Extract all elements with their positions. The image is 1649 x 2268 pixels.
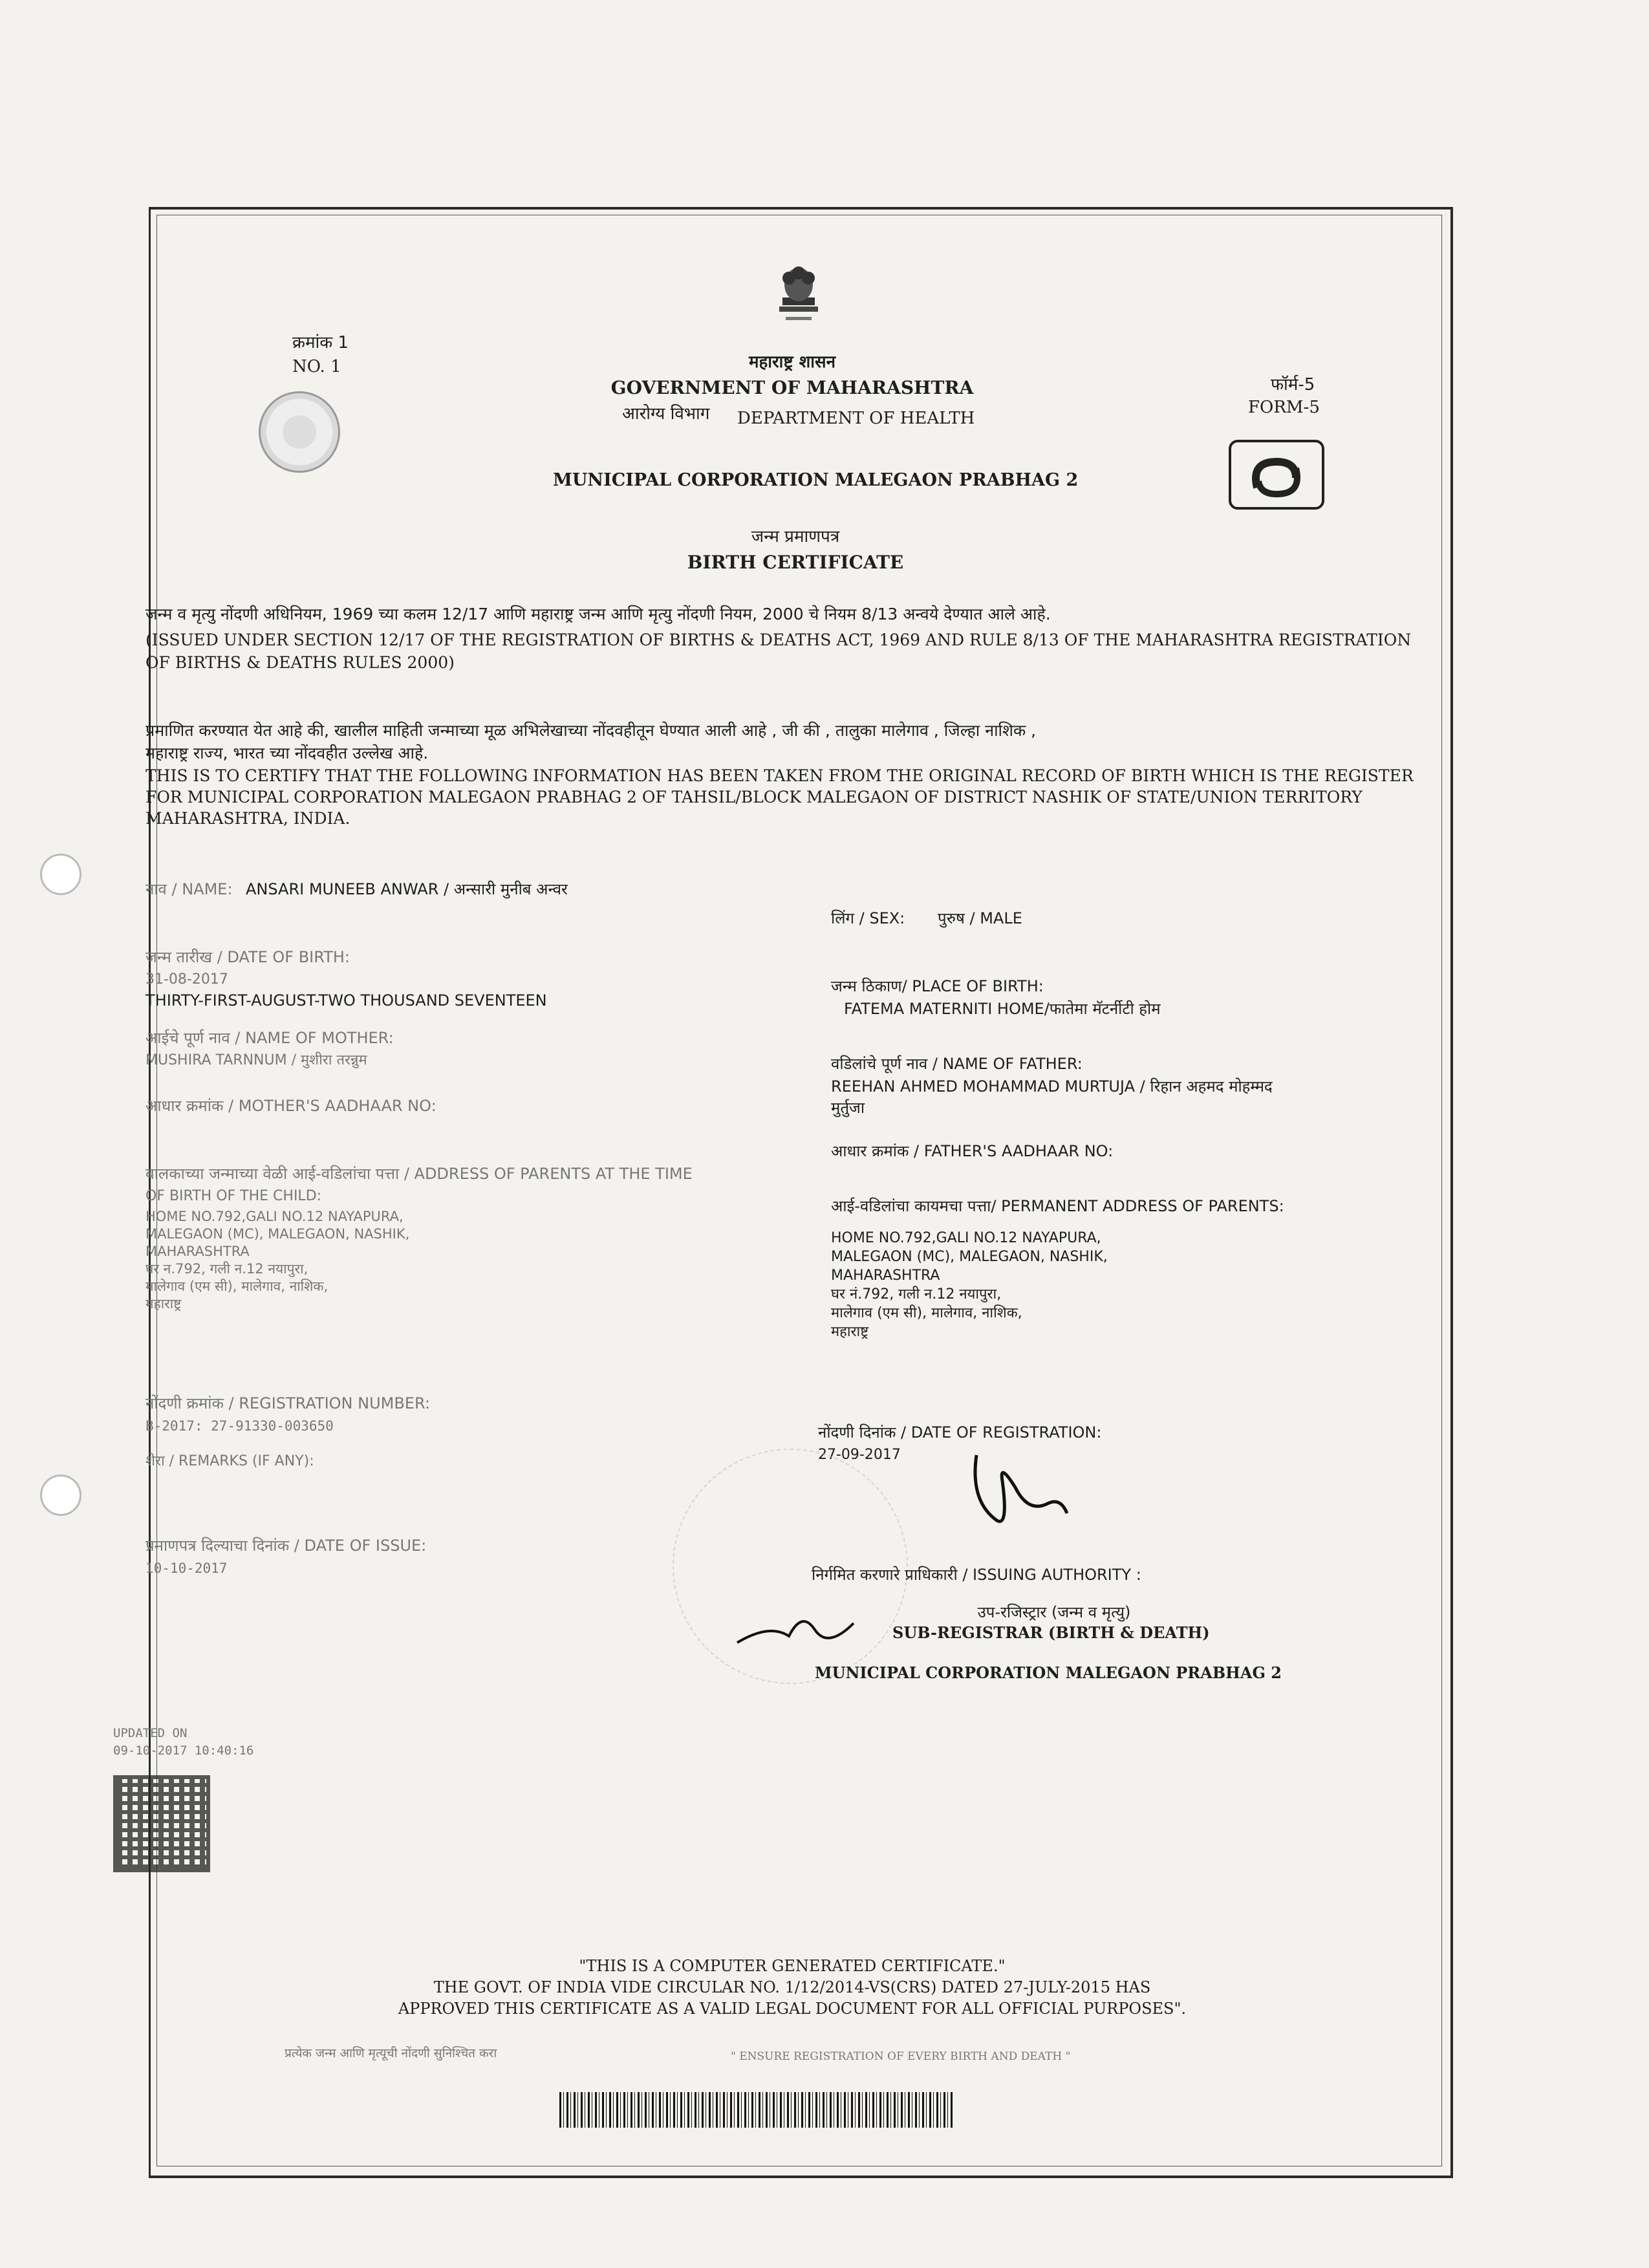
issue-date-label: प्रमाणपत्र दिल्याचा दिनांक / DATE OF ISSUE: [146,1537,427,1555]
address-line: घर नं.792, गली न.12 नयापुरा, [831,1286,1002,1302]
barcode-icon [559,2092,954,2128]
remarks-label: शेरा / REMARKS (IF ANY): [146,1453,314,1469]
updated-on-label: UPDATED ON [113,1726,188,1740]
address-line: HOME NO.792,GALI NO.12 NAYAPURA, [146,1209,404,1224]
issued-under-line2: OF BIRTHS & DEATHS RULES 2000) [146,653,455,672]
permanent-address [831,1229,1108,1341]
initials-signature-icon [731,1597,860,1669]
registrar-signature-icon [957,1442,1073,1539]
updated-on: 09-10-2017 10:40:16 [113,1744,254,1758]
mother-aadhaar-label: आधार क्रमांक / MOTHER'S AADHAAR NO: [146,1097,436,1115]
father-name-cont: मुर्तुजा [831,1099,865,1117]
address-line: मालेगाव (एम सी), मालेगाव, नाशिक, [831,1305,1022,1321]
footer-line1: "THIS IS A COMPUTER GENERATED CERTIFICATE." [579,1957,1006,1975]
mother-name-label: आईचे पूर्ण नाव / NAME OF MOTHER: [146,1029,394,1047]
state-seal-icon [259,391,340,473]
health-dept-logo-icon [1229,440,1324,510]
name-label: नाव / NAME: [146,880,233,898]
address-at-birth-label2: OF BIRTH OF THE CHILD: [146,1188,322,1204]
permanent-address-label: आई-वडिलांचा कायमचा पत्ता/ PERMANENT ADDRESS OF PARENTS: [831,1197,1284,1215]
address-line: महाराष्ट्र [146,1296,182,1312]
registration-number-label: नोंदणी क्रमांक / REGISTRATION NUMBER: [146,1394,431,1412]
mother-name: MUSHIRA TARNNUM / मुशीरा तरन्नुम [146,1052,367,1068]
slogan-mr: प्रत्येक जन्म आणि मृत्यूची नोंदणी सुनिश्चित करा [285,2046,497,2060]
qr-code-icon [113,1775,210,1872]
form-no-mr: फॉर्म-5 [1271,375,1315,394]
registration-number: B-2017: 27-91330-003650 [146,1418,334,1434]
issue-date: 10-10-2017 [146,1561,228,1576]
address-line: MAHARASHTRA [831,1268,940,1284]
registration-date-label: नोंदणी दिनांक / DATE OF REGISTRATION: [818,1423,1102,1442]
address-line: MALEGAON (MC), MALEGAON, NASHIK, [146,1226,410,1242]
certify-mr-line1: प्रमाणित करण्यात येत आहे की, खालील माहिती जन्माच्या मूळ अभिलेखाच्या नोंदवहीतून घेण्यात आली आहे , जी की , तालुका मालेगाव , जिल्हा नाशिक , [146,721,1037,740]
punch-hole-top [40,854,81,895]
father-name-label: वडिलांचे पूर्ण नाव / NAME OF FATHER: [831,1055,1083,1073]
address-line: महाराष्ट्र [831,1324,869,1340]
govt-title-mr: महाराष्ट्र शासन [748,352,836,372]
address-line: HOME NO.792,GALI NO.12 NAYAPURA, [831,1230,1101,1246]
national-emblem-icon [770,259,828,330]
sex-value: पुरुष / MALE [938,909,1022,927]
father-aadhaar-label: आधार क्रमांक / FATHER'S AADHAAR NO: [831,1142,1114,1160]
child-name: ANSARI MUNEEB ANWAR / अन्सारी मुनीब अन्वर [246,880,568,898]
certify-en-line3: MAHARASHTRA, INDIA. [146,809,350,828]
authority-corporation: MUNICIPAL CORPORATION MALEGAON PRABHAG 2 [815,1663,1282,1682]
authority-title-mr: उप-रजिस्ट्रार (जन्म व मृत्यु) [977,1603,1131,1621]
issued-under-line1: (ISSUED UNDER SECTION 12/17 OF THE REGISTRATION OF BIRTHS & DEATHS ACT, 1969 AND RULE 8/13 OF THE MAHARASHTRA REGISTRATION [146,631,1412,649]
dob-value: 31-08-2017 [146,971,228,988]
punch-hole-bottom [40,1474,81,1516]
footer-line2: THE GOVT. OF INDIA VIDE CIRCULAR NO. 1/12/2014-VS(CRS) DATED 27-JULY-2015 HAS [433,1978,1151,1996]
sex-label: लिंग / SEX: [831,909,905,927]
dob-words: THIRTY-FIRST-AUGUST-TWO THOUSAND SEVENTEEN [146,991,547,1010]
footer-line3: APPROVED THIS CERTIFICATE AS A VALID LEGAL DOCUMENT FOR ALL OFFICIAL PURPOSES". [398,2000,1187,2018]
slogan: " ENSURE REGISTRATION OF EVERY BIRTH AND DEATH " [731,2050,1071,2063]
dept-title: DEPARTMENT OF HEALTH [737,409,975,428]
govt-title: GOVERNMENT OF MAHARASHTRA [610,377,974,398]
dob-label: जन्म तारीख / DATE OF BIRTH: [146,948,350,966]
certify-mr-line2: महाराष्ट्र राज्य, भारत च्या नोंदवहीत उल्लेख आहे. [146,744,429,762]
issued-under-mr: जन्म व मृत्यु नोंदणी अधिनियम, 1969 च्या कलम 12/17 आणि महाराष्ट्र जन्म आणि मृत्यु नोंदणी नियम, 2000 चे नियम 8/13 अन्वये देण्यात आले आहे. [146,605,1051,623]
address-line: मालेगाव (एम सी), मालेगाव, नाशिक, [146,1279,329,1294]
corporation-name: MUNICIPAL CORPORATION MALEGAON PRABHAG 2 [553,470,1079,490]
address-at-birth-label: बालकाच्या जन्माच्या वेळी आई-वडिलांचा पत्ता / ADDRESS OF PARENTS AT THE TIME [146,1165,693,1183]
cert-title-mr: जन्म प्रमाणपत्र [751,527,840,546]
address-line: MAHARASHTRA [146,1244,250,1259]
issuing-authority-label: निर्गमित करणारे प्राधिकारी / ISSUING AUTHORITY : [812,1566,1141,1584]
registration-date: 27-09-2017 [818,1447,901,1463]
cert-title: BIRTH CERTIFICATE [687,552,904,573]
authority-title: SUB-REGISTRAR (BIRTH & DEATH) [892,1623,1210,1642]
dept-mr: आरोग्य विभाग [622,404,710,424]
serial-no-mr: क्रमांक 1 [292,333,349,352]
father-name: REEHAN AHMED MOHAMMAD MURTUJA / रिहान अहमद मोहम्मद [831,1077,1273,1096]
address-line: घर न.792, गली न.12 नयापुरा, [146,1261,308,1277]
certify-en-line1: THIS IS TO CERTIFY THAT THE FOLLOWING INFORMATION HAS BEEN TAKEN FROM THE ORIGINAL RECORD OF BIRTH WHICH IS THE REGISTER [146,766,1414,785]
place-of-birth: FATEMA MATERNITI HOME/फातेमा मॅटर्नीटी होम [844,1000,1161,1018]
address-line: MALEGAON (MC), MALEGAON, NASHIK, [831,1249,1108,1265]
pob-label: जन्म ठिकाण/ PLACE OF BIRTH: [831,977,1044,995]
form-no: FORM-5 [1248,398,1320,417]
certify-en-line2: FOR MUNICIPAL CORPORATION MALEGAON PRABHAG 2 OF TAHSIL/BLOCK MALEGAON OF DISTRICT NASHIK OF STATE/UNION TERRITORY [146,788,1363,806]
address-at-birth [146,1208,409,1313]
serial-no: NO. 1 [292,357,341,376]
